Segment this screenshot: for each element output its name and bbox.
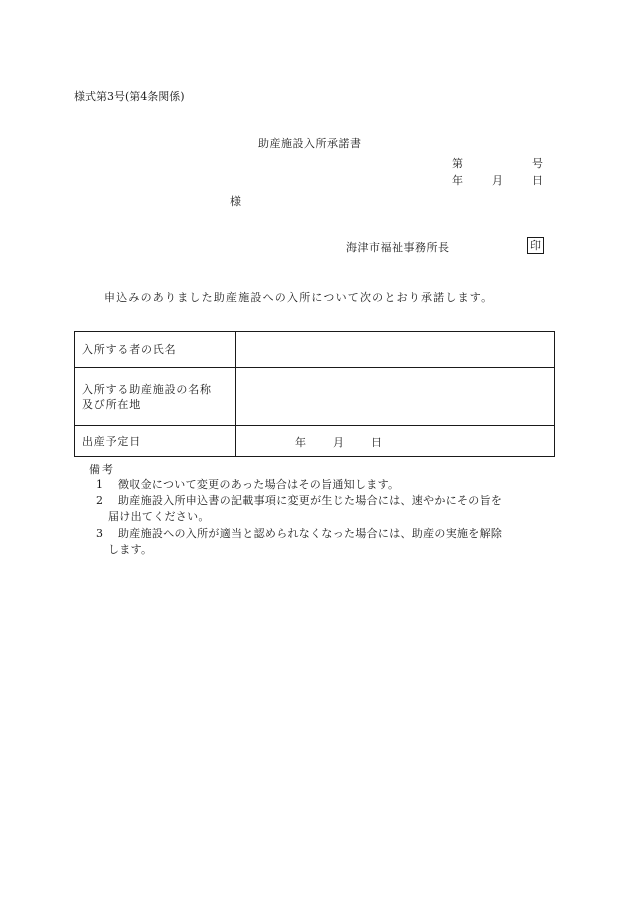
note-item (96, 526, 558, 558)
intro-text: 申込みのありました助産施設への入所について次のとおり承諾します。 (104, 291, 494, 304)
note-item (96, 493, 558, 525)
seal-mark: 印 (527, 237, 544, 254)
document-number-prefix: 第 (452, 157, 463, 170)
due-date-field[interactable] (236, 426, 555, 457)
note-item (96, 477, 558, 493)
due-date-year: 年 (295, 436, 306, 449)
table-row (75, 332, 555, 368)
due-date-month: 月 (333, 436, 344, 449)
due-date-day: 日 (371, 436, 382, 449)
note-text: 徴収金について変更のあった場合はその旨通知します。 (118, 478, 400, 491)
note-text: 助産施設入所申込書の記載事項に変更が生じた場合には、速やかにその旨を (118, 494, 503, 507)
note-number: 1 (96, 478, 104, 491)
application-table (74, 331, 555, 457)
document-number-suffix: 号 (532, 157, 543, 170)
addressee-suffix: 様 (230, 195, 241, 208)
issue-date-year: 年 (452, 174, 463, 187)
facility-label-line1: 入所する助産施設の名称 (82, 382, 212, 396)
table-row (75, 368, 555, 426)
facility-label (75, 368, 236, 426)
note-number: 3 (96, 527, 104, 540)
note-text-continued: します。 (108, 543, 153, 556)
issue-date-month: 月 (492, 174, 503, 187)
note-text: 助産施設への入所が適当と認められなくなった場合には、助産の実施を解除 (118, 527, 503, 540)
sender-name: 海津市福祉事務所長 (346, 241, 450, 254)
applicant-name-label: 入所する者の氏名 (75, 332, 236, 368)
form-number: 様式第3号(第4条関係) (74, 90, 185, 103)
note-text-continued: 届け出てください。 (108, 510, 210, 523)
facility-field[interactable] (236, 368, 555, 426)
document-title: 助産施設入所承諾書 (258, 137, 362, 150)
applicant-name-field[interactable] (236, 332, 555, 368)
issue-date-day: 日 (532, 174, 543, 187)
facility-label-line2: 及び所在地 (82, 397, 141, 411)
due-date-label: 出産予定日 (75, 426, 236, 457)
note-number: 2 (96, 494, 104, 507)
table-row (75, 426, 555, 457)
notes-title: 備考 (89, 463, 115, 476)
